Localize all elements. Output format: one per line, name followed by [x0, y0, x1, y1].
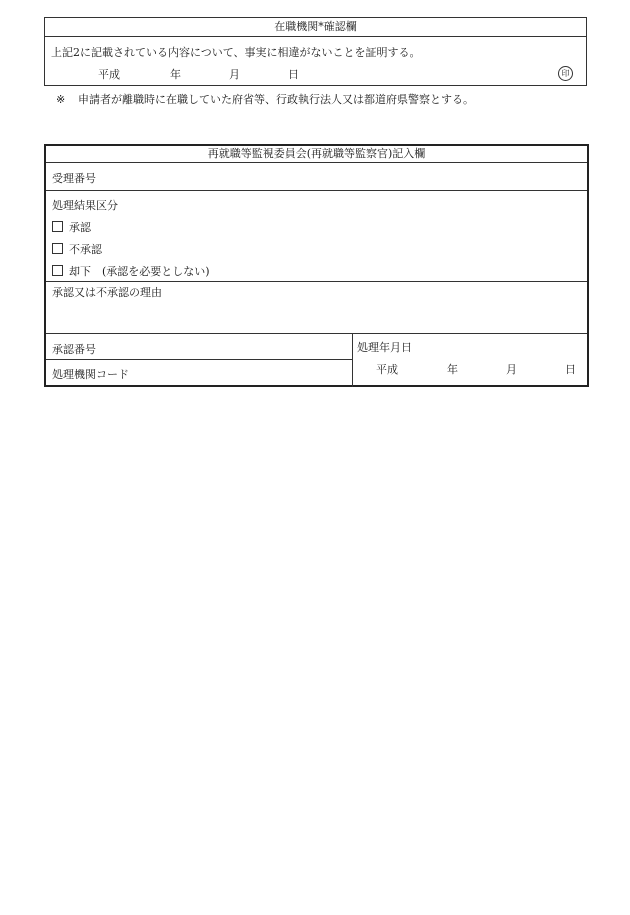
divider-vertical — [352, 333, 353, 387]
processing-date-era: 平成 — [376, 363, 398, 376]
processing-date-year[interactable]: 年 — [447, 363, 458, 376]
option-disapprove-label: 不承認 — [69, 243, 102, 256]
option-dismiss-label: 却下 (承認を必要としない) — [69, 265, 210, 278]
option-disapprove[interactable] — [52, 241, 102, 257]
processing-date-label: 処理年月日 — [357, 341, 412, 354]
employer-confirmation-section — [44, 17, 587, 86]
certification-date-month[interactable]: 月 — [229, 68, 240, 81]
divider — [46, 190, 587, 191]
committee-entry-title: 再就職等監視委員会(再就職等監察官)記入欄 — [46, 146, 587, 163]
certification-date-era: 平成 — [98, 68, 120, 81]
processing-date-day[interactable]: 日 — [565, 363, 576, 376]
certification-statement: 上記2に記載されている内容について、事実に相違がないことを証明する。 — [51, 46, 421, 59]
divider — [46, 359, 352, 360]
reason-label: 承認又は不承認の理由 — [52, 286, 162, 299]
certification-date-day[interactable]: 日 — [288, 68, 299, 81]
committee-entry-section — [44, 144, 589, 387]
processing-agency-code-label: 処理機関コード — [52, 368, 129, 381]
processing-date-month[interactable]: 月 — [506, 363, 517, 376]
footnote-text: 申請者が離職時に在職していた府省等、行政執行法人又は都道府県警察とする。 — [78, 93, 474, 106]
employer-confirmation-title: 在職機関*確認欄 — [45, 18, 586, 37]
divider — [46, 333, 587, 334]
option-dismiss[interactable] — [52, 263, 210, 279]
checkbox-dismiss[interactable] — [52, 265, 63, 276]
footnote-mark: ※ — [56, 93, 66, 106]
checkbox-approve[interactable] — [52, 221, 63, 232]
footnote — [56, 91, 474, 107]
certification-date-year[interactable]: 年 — [170, 68, 181, 81]
divider — [46, 281, 587, 282]
seal-mark: 印 — [558, 66, 573, 81]
option-approve[interactable] — [52, 219, 91, 235]
checkbox-disapprove[interactable] — [52, 243, 63, 254]
option-approve-label: 承認 — [69, 221, 91, 234]
receipt-number-label: 受理番号 — [52, 172, 96, 185]
approval-number-label: 承認番号 — [52, 343, 96, 356]
result-category-label: 処理結果区分 — [52, 199, 118, 212]
